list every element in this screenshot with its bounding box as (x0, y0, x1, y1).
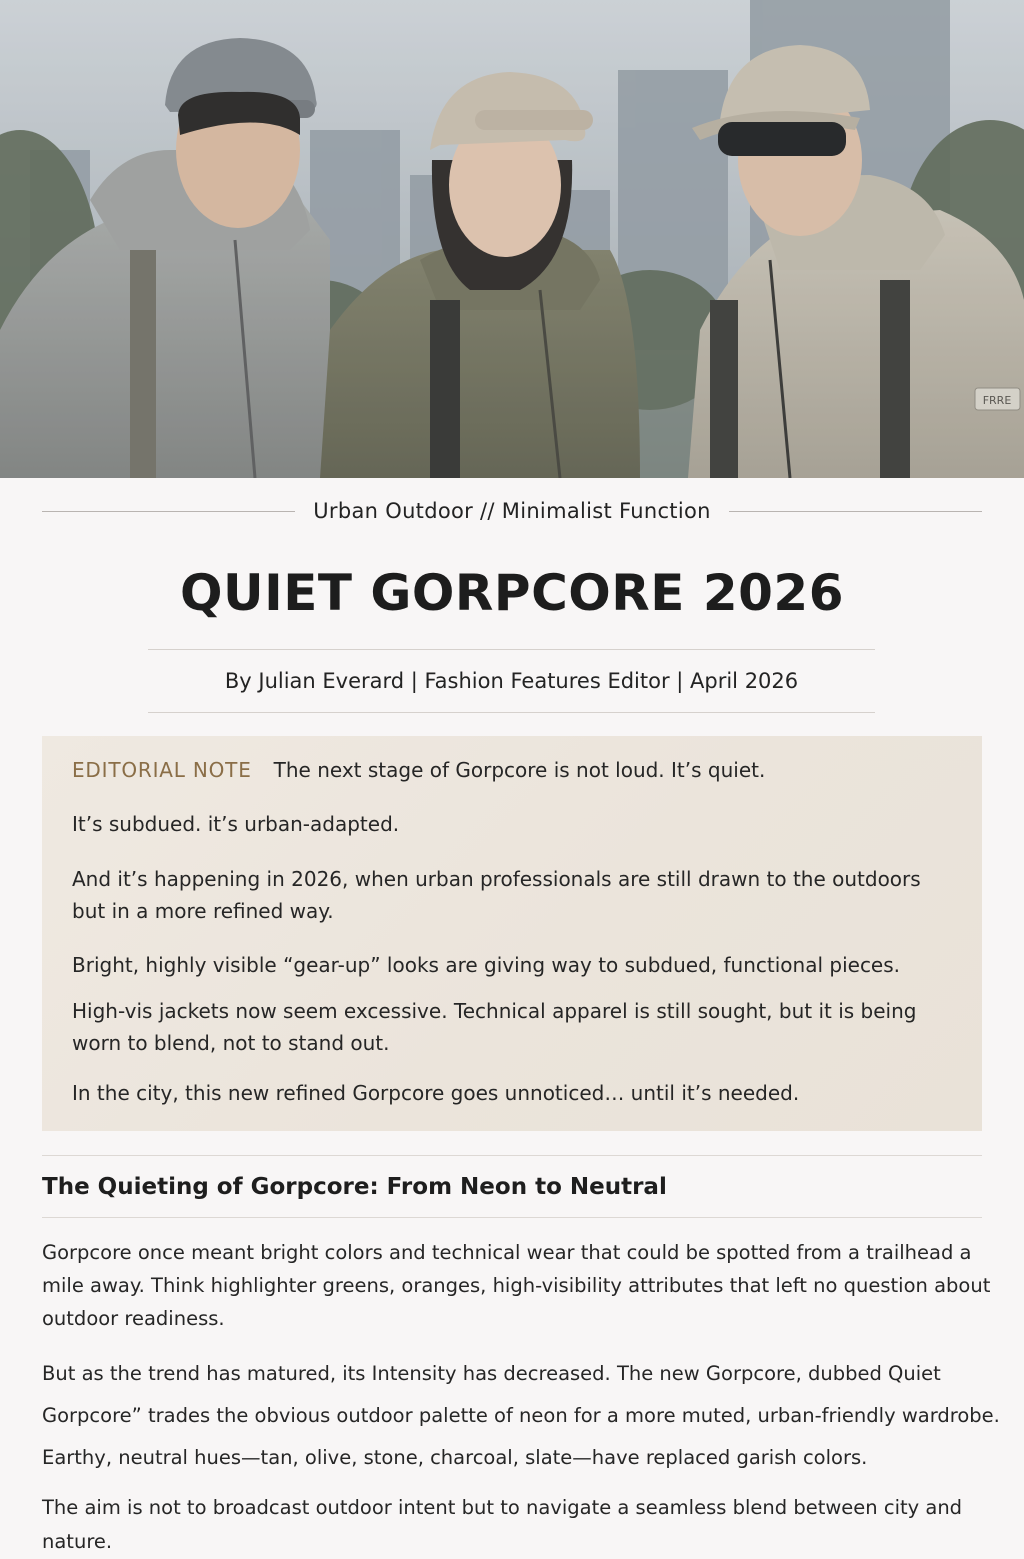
article-body (42, 1236, 1002, 1559)
hero-photo-illustration (0, 0, 1024, 478)
byline: By Julian Everard | Fashion Features Editor | April 2026 (224, 669, 799, 693)
editorial-note-paragraph: Bright, highly visible “gear-up” looks are giving way to subdued, functional pieces. (72, 953, 901, 977)
article-title: QUIET GORPCORE 2026 (180, 564, 844, 622)
editorial-note-paragraph: And it’s happening in 2026, when urban professionals are still drawn to the outdoors but in a more refined way. (72, 867, 921, 923)
byline-bar (148, 649, 875, 713)
jacket-badge: FRRE (982, 394, 1012, 407)
editorial-note-paragraph: It’s subdued. it’s urban-adapted. (72, 812, 400, 836)
body-paragraph: Gorpcore once meant bright colors and technical wear that could be spotted from a trailhead a mile away. Think highlighter greens, oranges, high-visibility attributes that left no question about outdoor readiness. (42, 1241, 991, 1330)
editorial-note-paragraph: The next stage of Gorpcore is not loud. It’s quiet. (273, 758, 766, 782)
section-kicker: Urban Outdoor // Minimalist Function (313, 499, 711, 523)
section-heading-bar (42, 1155, 982, 1218)
section-heading: The Quieting of Gorpcore: From Neon to Neutral (42, 1173, 667, 1200)
editorial-note-first-line (72, 754, 952, 786)
editorial-note-box (42, 736, 982, 1131)
kicker-rule-right (729, 511, 982, 512)
hero-image (0, 0, 1024, 478)
editorial-note-paragraph: In the city, this new refined Gorpcore goes unnoticed… until it’s needed. (72, 1081, 800, 1105)
kicker-rule-left (42, 511, 295, 512)
kicker-row (42, 494, 982, 528)
editorial-note-paragraph: High-vis jackets now seem excessive. Technical apparel is still sought, but it is being worn to blend, not to stand out. (72, 999, 917, 1055)
body-paragraph: But as the trend has matured, its Intensity has decreased. The new Gorpcore, dubbed Quiet Gorpcore” trades the obvious outdoor palette of neon for a more muted, urban-friendly wardrobe. Earthy, neutral hues—tan, olive, stone, charcoal, slate—have replaced garish colors. (42, 1362, 1000, 1469)
editorial-note-label: EDITORIAL NOTE (72, 758, 252, 782)
body-paragraph: The aim is not to broadcast outdoor intent but to navigate a seamless blend between city and nature. (42, 1496, 963, 1553)
